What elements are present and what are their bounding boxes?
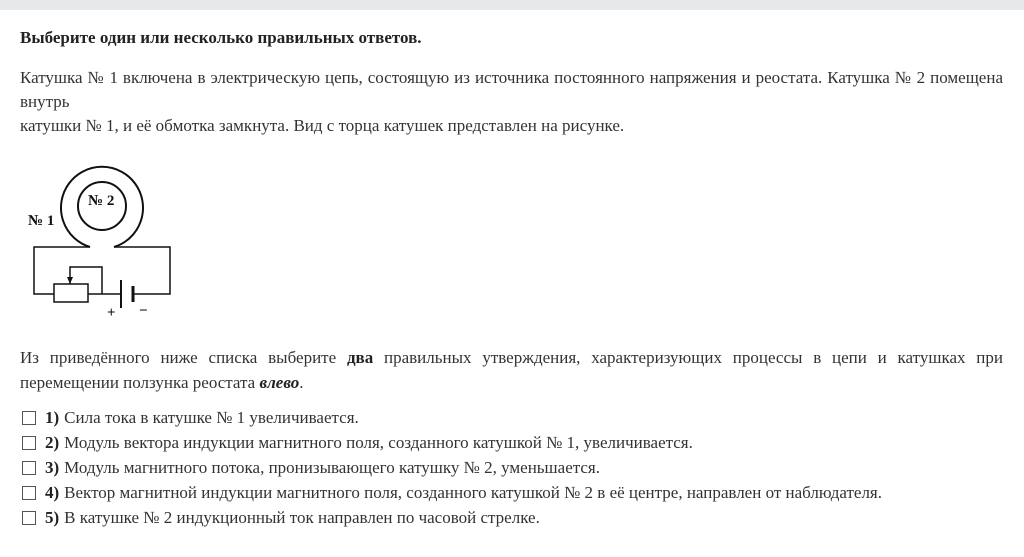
option-text: В катушке № 2 индукционный ток направлен по часовой стрелке. [64, 507, 540, 527]
option-4[interactable] [22, 480, 882, 505]
option-checkbox[interactable] [22, 436, 36, 450]
question-part-1: Из приведённого ниже списка выберите [20, 348, 347, 367]
option-checkbox[interactable] [22, 511, 36, 525]
option-number: 5) [45, 507, 60, 527]
question-part-2: правильных утверждения, характеризующих процессы в цепи и катушках при перемещении ползунка реостата [20, 348, 1003, 392]
task-question [20, 345, 1003, 395]
option-number: 1) [45, 407, 60, 427]
top-strip [0, 0, 1024, 10]
option-number: 2) [45, 432, 60, 452]
coil-2-label: № 2 [88, 193, 115, 209]
rheostat [54, 284, 88, 302]
option-1[interactable] [22, 405, 882, 430]
option-number: 4) [45, 482, 60, 502]
option-3[interactable] [22, 455, 882, 480]
option-number: 3) [45, 457, 60, 477]
answer-options [22, 405, 882, 530]
option-text: Модуль вектора индукции магнитного поля, созданного катушкой № 1, увеличивается. [64, 432, 693, 452]
option-text: Вектор магнитной индукции магнитного поля, созданного катушкой № 2 в её центре, направлен от наблюдателя. [64, 482, 882, 502]
problem-stem [20, 66, 1003, 138]
option-5[interactable] [22, 505, 882, 530]
instruction-text: Выберите один или несколько правильных ответов. [20, 28, 422, 47]
coil-1-label: № 1 [28, 213, 55, 229]
option-text: Модуль магнитного потока, пронизывающего катушку № 2, уменьшается. [64, 457, 600, 477]
question-bold-word: два [346, 348, 374, 367]
stem-line-2: катушки № 1, и её обмотка замкнута. Вид с торца катушек представлен на рисунке. [20, 116, 625, 135]
option-text: Сила тока в катушке № 1 увеличивается. [64, 407, 359, 427]
option-2[interactable] [22, 430, 882, 455]
slider-arrow [67, 277, 73, 284]
circuit-wire-right [114, 247, 170, 294]
option-checkbox[interactable] [22, 486, 36, 500]
battery-plus-label: + [107, 305, 116, 321]
question-content [20, 28, 1003, 138]
option-checkbox[interactable] [22, 411, 36, 425]
option-checkbox[interactable] [22, 461, 36, 475]
battery-minus-label: − [139, 303, 148, 319]
circuit-diagram [24, 163, 184, 323]
circuit-figure [24, 163, 184, 323]
question-direction: влево [259, 373, 300, 392]
stem-line-1: Катушка № 1 включена в электрическую цепь, состоящую из источника постоянного напряжения и реостата. Катушка № 2 помещена внутрь [20, 68, 1003, 111]
question-end: . [299, 373, 304, 392]
